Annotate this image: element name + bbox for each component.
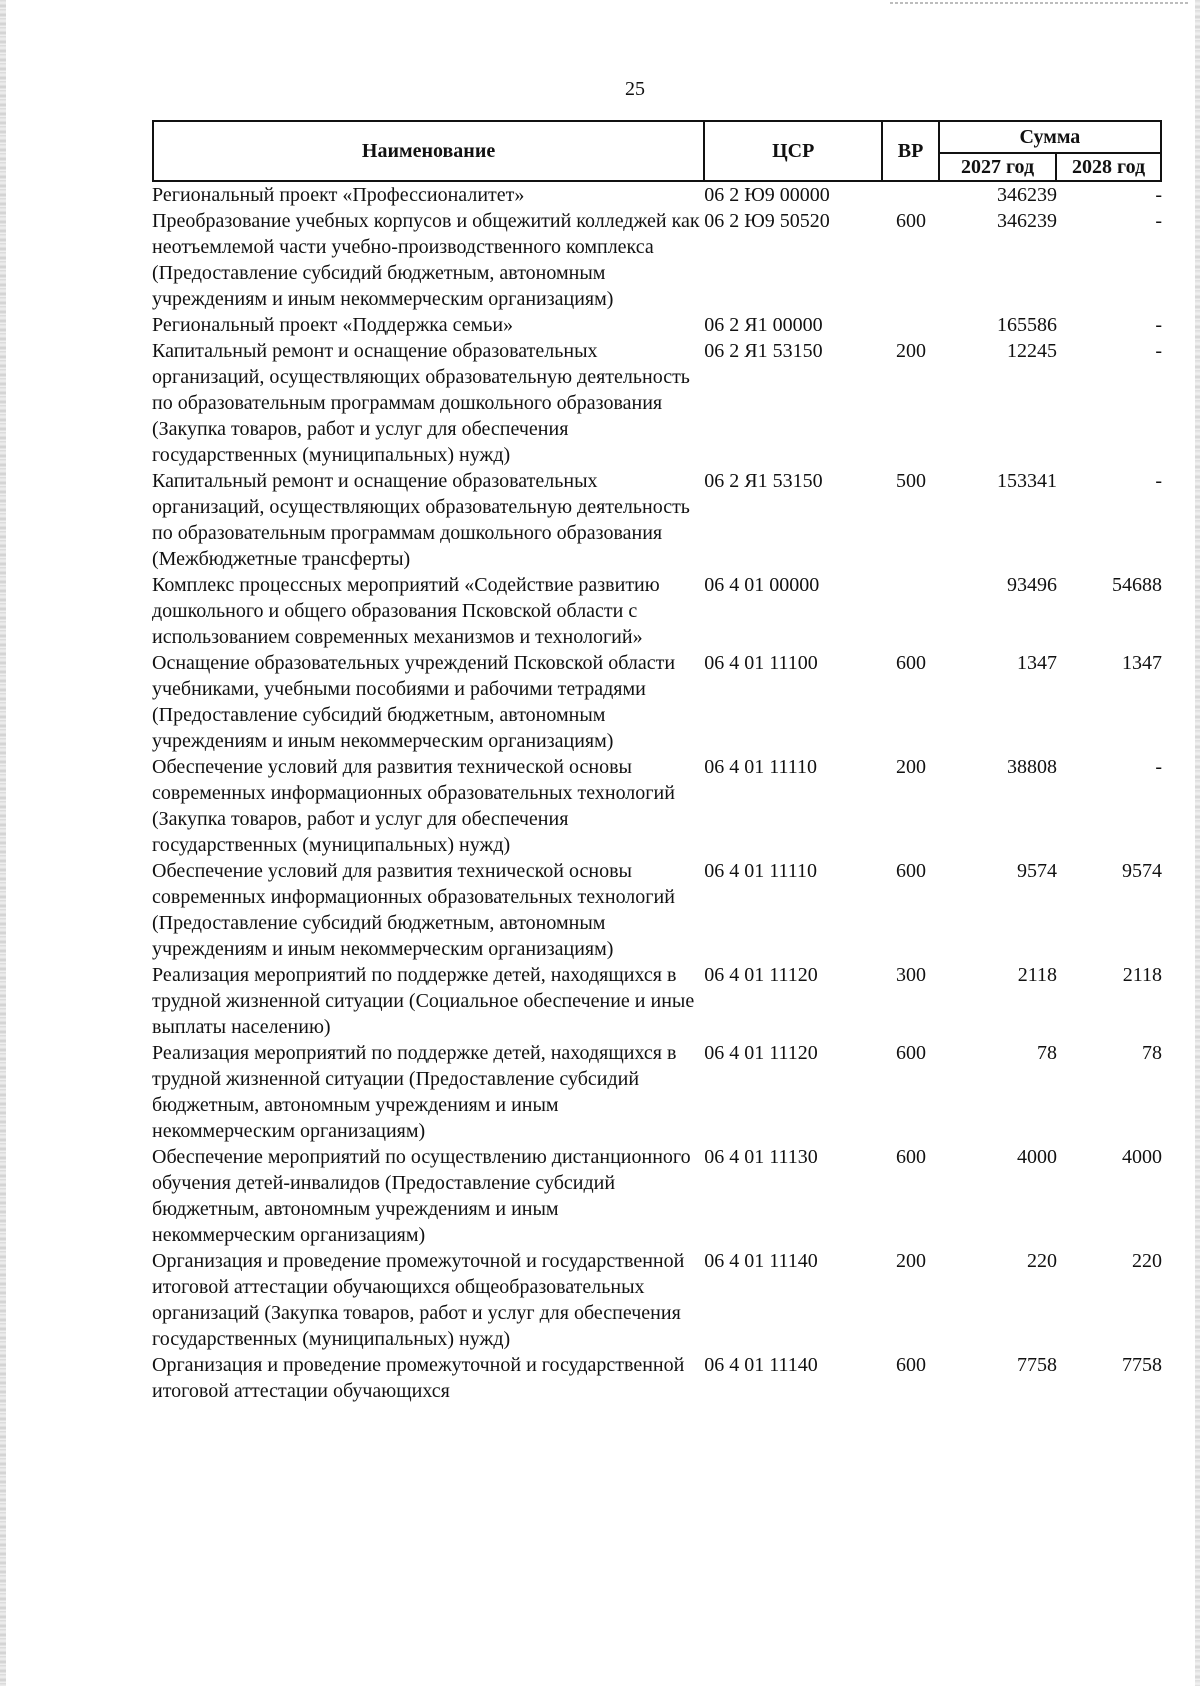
row-name: Реализация мероприятий по поддержке детей, находящихся в трудной жизненной ситуации (Предоставление субсидий бюджетным, автономным учреждениям и иным некоммерческим организациям) — [152, 1042, 677, 1142]
row-sum-2027: 1347 — [1016, 652, 1057, 674]
row-vr: 600 — [896, 1146, 927, 1168]
table-row — [152, 962, 1162, 1040]
row-sum-2027: 93496 — [1006, 574, 1057, 596]
row-csr: 06 4 01 11130 — [704, 1146, 818, 1168]
row-name: Обеспечение мероприятий по осуществлению дистанционного обучения детей-инвалидов (Предоставление субсидий бюджетным, автономным учреждениям и иным некоммерческим организациям) — [152, 1146, 691, 1246]
row-name: Капитальный ремонт и оснащение образовательных организаций, осуществляющих образовательную деятельность по образовательным программам дошкольного образования (Закупка товаров, работ и услуг для обеспечения государственных (муниципальных) нужд) — [152, 340, 690, 466]
row-vr: 600 — [896, 1354, 927, 1376]
row-vr: 600 — [896, 210, 927, 232]
row-csr: 06 2 Ю9 50520 — [704, 210, 830, 232]
header-year-2028: 2028 год — [1056, 153, 1161, 181]
row-name: Региональный проект «Поддержка семьи» — [152, 314, 514, 336]
header-sum: Сумма — [939, 121, 1161, 153]
row-name: Организация и проведение промежуточной и государственной итоговой аттестации обучающихся — [152, 1354, 685, 1402]
row-vr: 600 — [896, 860, 927, 882]
row-sum-2028: 9574 — [1122, 860, 1162, 882]
row-sum-2027: 78 — [1036, 1042, 1057, 1064]
row-sum-2027: 165586 — [996, 314, 1057, 336]
row-vr — [883, 182, 940, 208]
row-sum-2028: 78 — [1142, 1042, 1162, 1064]
row-vr: 300 — [896, 964, 927, 986]
row-csr: 06 2 Я1 53150 — [704, 470, 823, 492]
row-sum-2027: 38808 — [1006, 756, 1057, 778]
row-vr: 200 — [896, 1250, 927, 1272]
row-vr — [883, 312, 940, 338]
table-row — [152, 468, 1162, 572]
row-sum-2028: 54688 — [1112, 574, 1162, 596]
scan-top-line — [890, 2, 1190, 4]
row-csr: 06 4 01 11110 — [704, 756, 818, 778]
table-row — [152, 208, 1162, 312]
row-name: Капитальный ремонт и оснащение образовательных организаций, осуществляющих образовательную деятельность по образовательным программам дошкольного образования (Межбюджетные трансферты) — [152, 470, 690, 570]
table-row — [152, 1040, 1162, 1144]
table-row — [152, 338, 1162, 468]
row-csr: 06 4 01 11140 — [704, 1354, 818, 1376]
row-sum-2027: 4000 — [1016, 1146, 1057, 1168]
table-row — [152, 858, 1162, 962]
header-csr: ЦСР — [704, 121, 882, 181]
row-sum-2028: - — [1155, 756, 1162, 778]
scan-edge-right — [1195, 0, 1200, 1686]
row-sum-2028: 7758 — [1122, 1354, 1162, 1376]
row-csr: 06 4 01 00000 — [704, 574, 820, 596]
row-sum-2028: 2118 — [1122, 964, 1162, 986]
table-row — [152, 312, 1162, 338]
row-sum-2028: - — [1155, 470, 1162, 492]
scan-edge-left — [0, 0, 6, 1686]
row-csr: 06 4 01 11120 — [704, 1042, 818, 1064]
row-vr: 200 — [896, 756, 927, 778]
row-sum-2028: 4000 — [1122, 1146, 1162, 1168]
row-name: Организация и проведение промежуточной и государственной итоговой аттестации обучающихся общеобразовательных организаций (Закупка товаров, работ и услуг для обеспечения государственных (муниципальных) нужд) — [152, 1250, 685, 1350]
row-vr: 600 — [896, 1042, 927, 1064]
row-sum-2027: 2118 — [1017, 964, 1057, 986]
row-vr: 600 — [896, 652, 927, 674]
row-name: Оснащение образовательных учреждений Псковской области учебниками, учебными пособиями и рабочими тетрадями (Предоставление субсидий бюджетным, автономным учреждениям и иным некоммерческим организациям) — [152, 652, 676, 752]
row-name: Реализация мероприятий по поддержке детей, находящихся в трудной жизненной ситуации (Социальное обеспечение и иные выплаты населению) — [152, 964, 695, 1038]
table-header — [152, 120, 1162, 182]
row-sum-2027: 12245 — [1006, 340, 1057, 362]
table-row — [152, 1144, 1162, 1248]
row-csr: 06 2 Ю9 00000 — [704, 184, 830, 206]
row-sum-2028: 220 — [1132, 1250, 1162, 1272]
row-sum-2027: 220 — [1026, 1250, 1057, 1272]
row-csr: 06 4 01 11100 — [704, 652, 818, 674]
row-sum-2028: - — [1155, 340, 1162, 362]
table-row — [152, 1248, 1162, 1352]
row-csr: 06 4 01 11140 — [704, 1250, 818, 1272]
table-row — [152, 182, 1162, 208]
row-sum-2028: - — [1155, 314, 1162, 336]
row-sum-2028: - — [1155, 184, 1162, 206]
row-name: Обеспечение условий для развития технической основы современных информационных образовательных технологий (Предоставление субсидий бюджетным, автономным учреждениям и иным некоммерческим организациям) — [152, 860, 675, 960]
table-row — [152, 754, 1162, 858]
row-sum-2027: 7758 — [1016, 1354, 1057, 1376]
row-sum-2027: 9574 — [1016, 860, 1057, 882]
row-csr: 06 2 Я1 00000 — [704, 314, 823, 336]
row-sum-2027: 153341 — [996, 470, 1057, 492]
table-body — [152, 182, 1162, 1404]
row-vr: 500 — [896, 470, 927, 492]
row-name: Региональный проект «Профессионалитет» — [152, 184, 525, 206]
row-csr: 06 4 01 11110 — [704, 860, 818, 882]
header-name: Наименование — [153, 121, 704, 181]
row-name: Комплекс процессных мероприятий «Содействие развитию дошкольного и общего образования Псковской области с использованием современных механизмов и технологий» — [152, 574, 660, 648]
row-csr: 06 4 01 11120 — [704, 964, 818, 986]
row-sum-2027: 346239 — [996, 210, 1057, 232]
row-sum-2028: - — [1155, 210, 1162, 232]
row-sum-2028: 1347 — [1122, 652, 1162, 674]
row-csr: 06 2 Я1 53150 — [704, 340, 823, 362]
row-sum-2027: 346239 — [996, 184, 1057, 206]
header-vr: ВР — [882, 121, 939, 181]
row-vr: 200 — [896, 340, 927, 362]
table-row — [152, 572, 1162, 650]
page-number: 25 — [625, 78, 645, 100]
table-row — [152, 650, 1162, 754]
row-name: Преобразование учебных корпусов и общежитий колледжей как неотъемлемой части учебно-производственного комплекса (Предоставление субсидий бюджетным, автономным учреждениям и иным некоммерческим организациям) — [152, 210, 700, 310]
row-name: Обеспечение условий для развития технической основы современных информационных образовательных технологий (Закупка товаров, работ и услуг для обеспечения государственных (муниципальных) нужд) — [152, 756, 675, 856]
header-year-2027: 2027 год — [939, 153, 1056, 181]
table-row — [152, 1352, 1162, 1404]
budget-table — [152, 120, 1162, 1404]
row-vr — [883, 572, 940, 650]
